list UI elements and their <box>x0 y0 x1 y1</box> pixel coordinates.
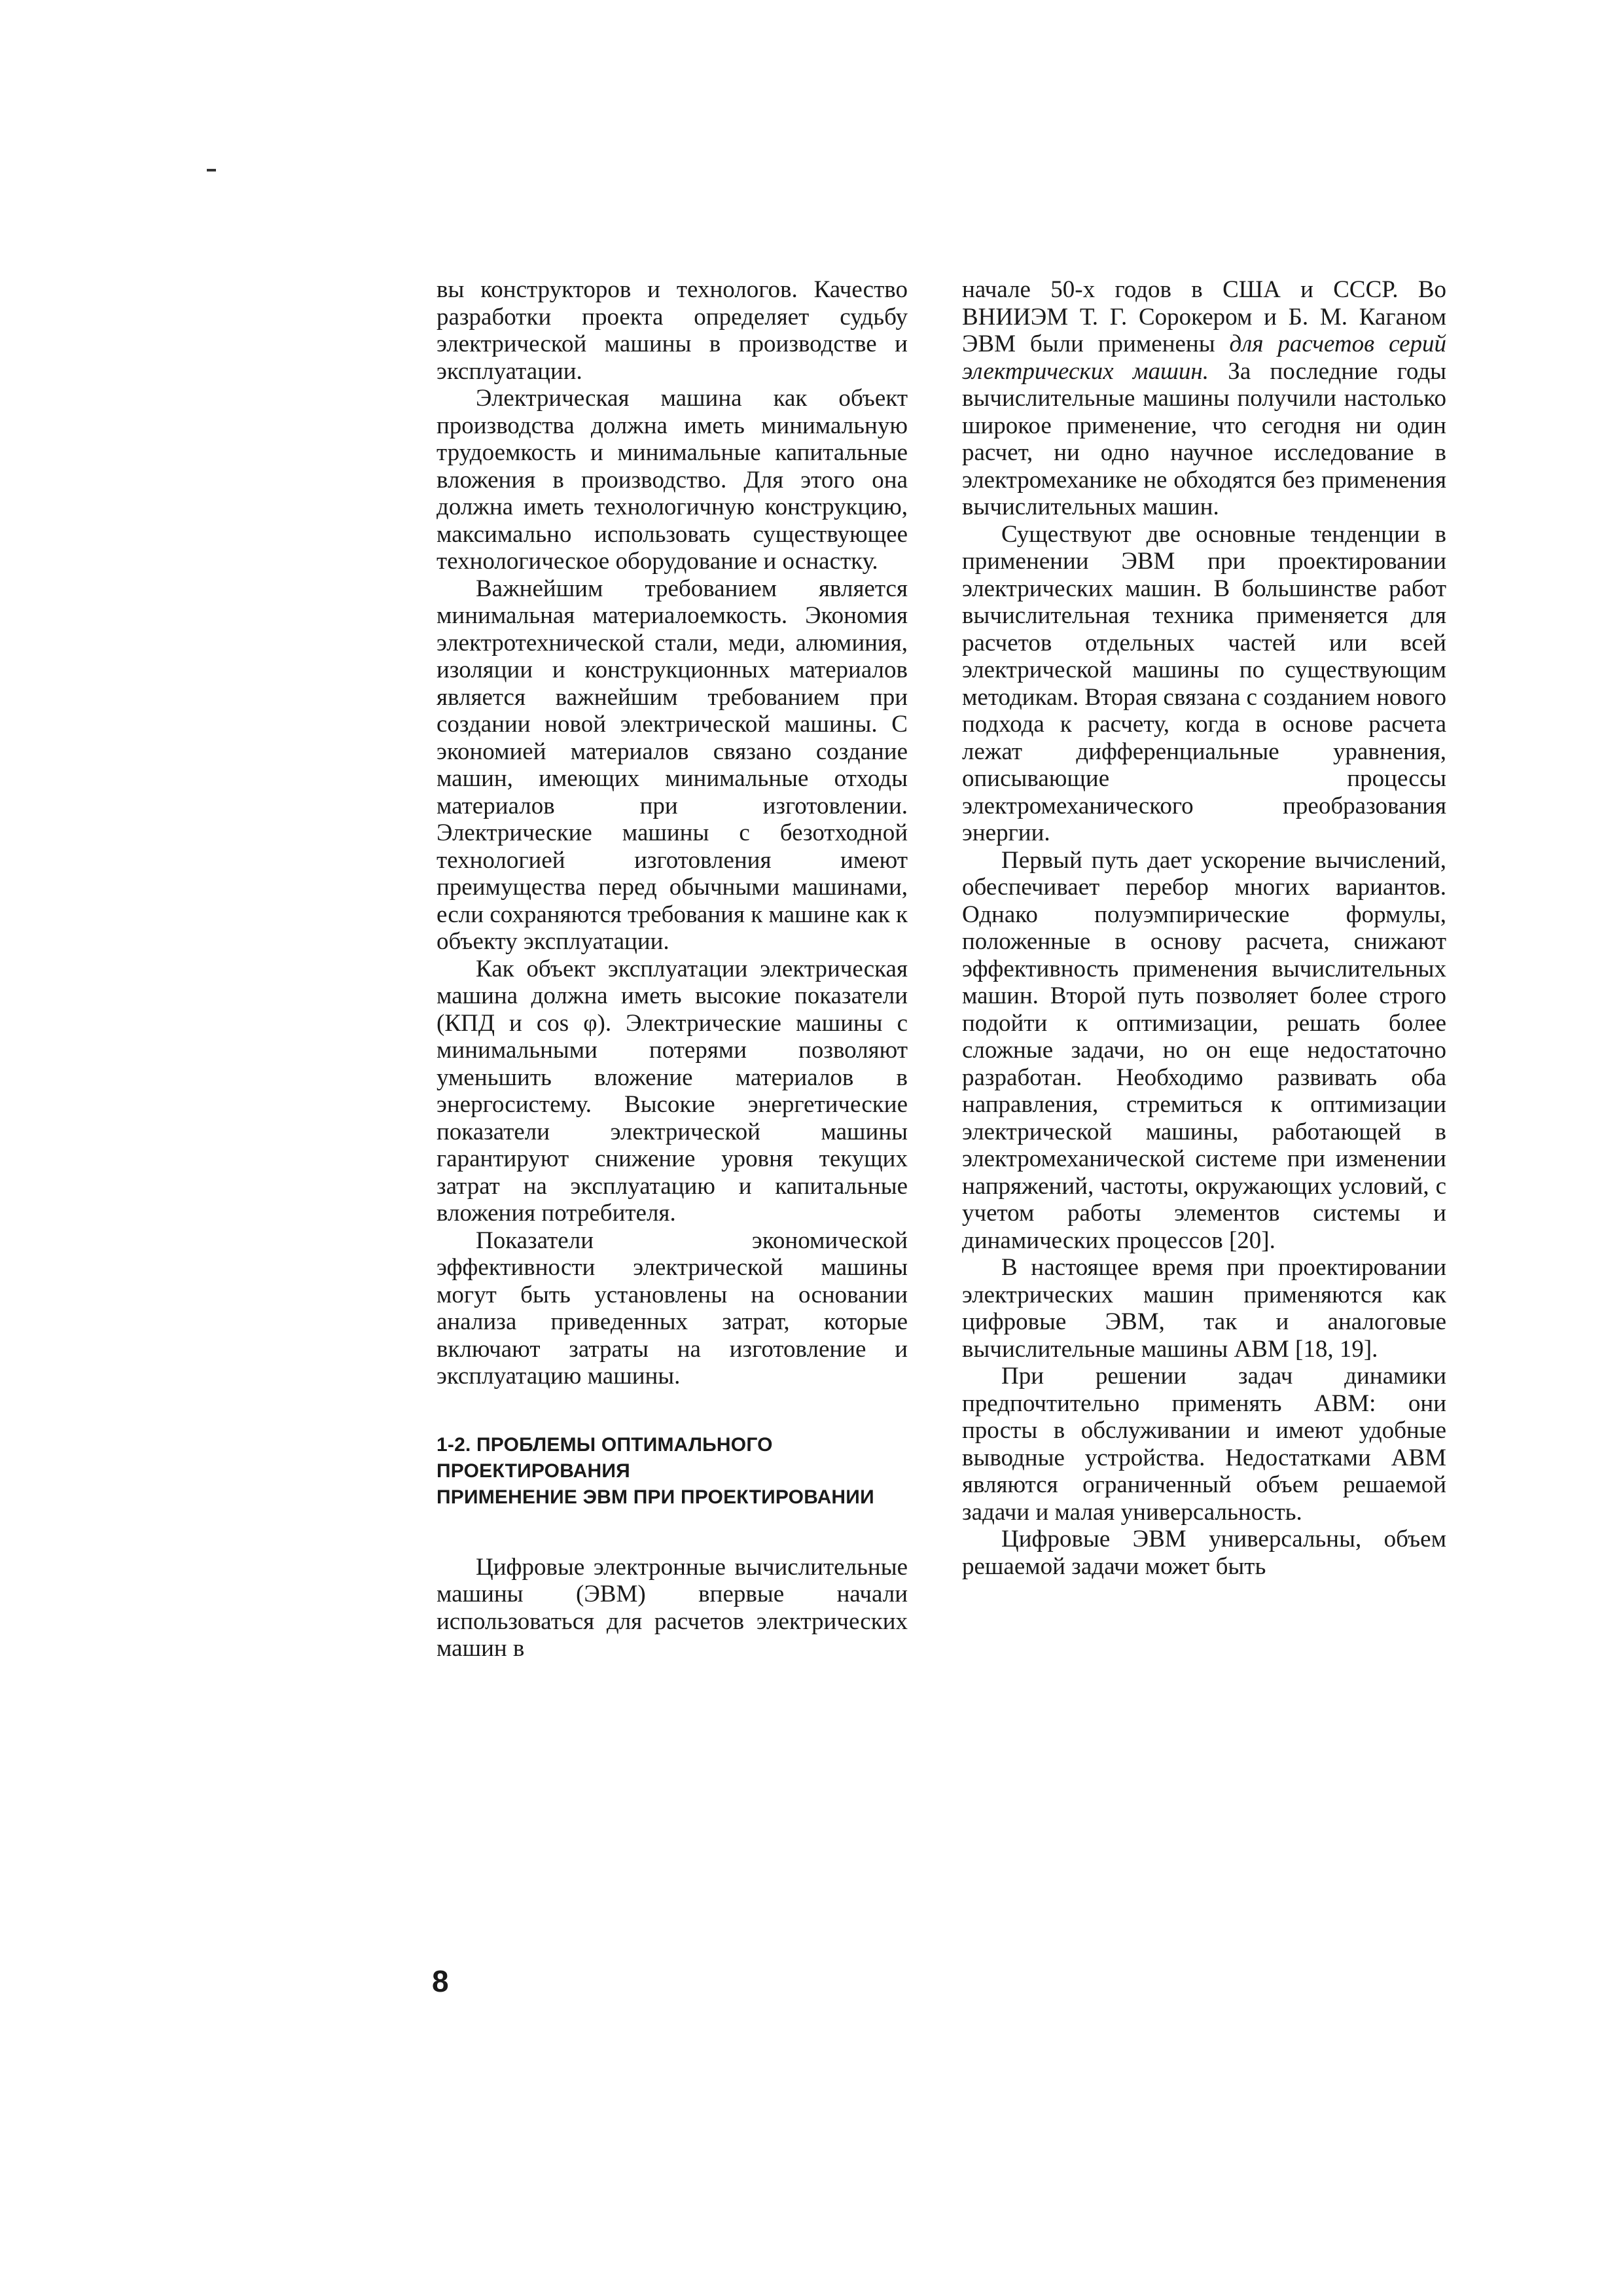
paragraph: Существуют две основные тенденции в применении ЭВМ при проектировании электрических машин. В большинстве работ вычислительная техника применяется для расчетов отдельных частей или всей электрической машины по существующим методикам. Вторая связана с созданием нового подхода к расчету, когда в основе расчета лежат дифференциальные уравнения, описывающие процессы электромеханического преобразования энергии. <box>962 520 1446 846</box>
margin-dash <box>207 169 216 171</box>
section-heading-line: ПРОЕКТИРОВАНИЯ <box>437 1460 630 1482</box>
paragraph: Показатели экономической эффективности электрической машины могут быть установлены на основании анализа приведенных затрат, которые включают затраты на изготовление и эксплуатацию машины. <box>437 1227 908 1390</box>
page-number: 8 <box>432 1964 449 1998</box>
paragraph-text: За последние годы вычислительные машины получили настолько широкое применение, что сегодня ни один расчет, ни одно научное исследование в электромеханике не обходятся без применения вычислительных машин. <box>962 357 1446 520</box>
paragraph: Электрическая машина как объект производства должна иметь минимальную трудоемкость и минимальные капитальные вложения в производство. Для этого она должна иметь технологичную конструкцию, максимально использовать существующее технологическое оборудование и оснастку. <box>437 385 908 575</box>
paragraph: При решении задач динамики предпочтительно применять АВМ: они просты в обслуживании и имеют удобные выводные устройства. Недостатками АВМ являются ограниченный объем решаемой задачи и малая универсальность. <box>962 1363 1446 1526</box>
italic-text: для расчетов серий электрических машин. <box>962 331 1446 385</box>
section-heading-line: 1-2. ПРОБЛЕМЫ ОПТИМАЛЬНОГО <box>437 1433 773 1456</box>
paragraph <box>962 276 1446 521</box>
paragraph: Первый путь дает ускорение вычислений, обеспечивает перебор многих вариантов. Однако полуэмпирические формулы, положенные в основу расчета, снижают эффективность применения вычислительных машин. Второй путь позволяет более строго подойти к оптимизации, решать более сложные задачи, но он еще недостаточно разработан. Необходимо развивать оба направления, стремиться к оптимизации электрической машины, работающей в электромеханической системе при изменении напряжений, частоты, окружающих условий, с учетом работы элементов системы и динамических процессов [20]. <box>962 846 1446 1254</box>
paragraph: Цифровые ЭВМ универсальны, объем решаемой задачи может быть <box>962 1526 1446 1580</box>
section-heading-line: ПРИМЕНЕНИЕ ЭВМ ПРИ ПРОЕКТИРОВАНИИ <box>437 1486 874 1508</box>
paragraph: Как объект эксплуатации электрическая машина должна иметь высокие показатели (КПД и cos φ). Электрические машины с минимальными потерями позволяют уменьшить вложение материалов в энергосистему. Высокие энергетические показатели электрической машины гарантируют снижение уровня текущих затрат на эксплуатацию и капитальные вложения потребителя. <box>437 955 908 1227</box>
paragraph-text: начале 50-х годов в США и СССР. Во ВНИИЭМ Т. Г. Сорокером и Б. М. Каганом ЭВМ были применены <box>962 276 1446 357</box>
section-heading <box>437 1432 908 1511</box>
left-column <box>437 276 908 1662</box>
right-column <box>962 276 1446 1580</box>
paragraph: В настоящее время при проектировании электрических машин применяются как цифровые ЭВМ, так и аналоговые вычислительные машины АВМ [18, 19]. <box>962 1254 1446 1363</box>
paragraph: Цифровые электронные вычислительные машины (ЭВМ) впервые начали использоваться для расчетов электрических машин в <box>437 1553 908 1662</box>
paragraph: Важнейшим требованием является минимальная материалоемкость. Экономия электротехнической стали, меди, алюминия, изоляции и конструкционных материалов является важнейшим требованием при создании новой электрической машины. С экономией материалов связано создание машин, имеющих минимальные отходы материалов при изготовлении. Электрические машины с безотходной технологией изготовления имеют преимущества перед обычными машинами, если сохраняются требования к машине как к объекту эксплуатации. <box>437 575 908 955</box>
paragraph: вы конструкторов и технологов. Качество разработки проекта определяет судьбу электрической машины в производстве и эксплуатации. <box>437 276 908 385</box>
